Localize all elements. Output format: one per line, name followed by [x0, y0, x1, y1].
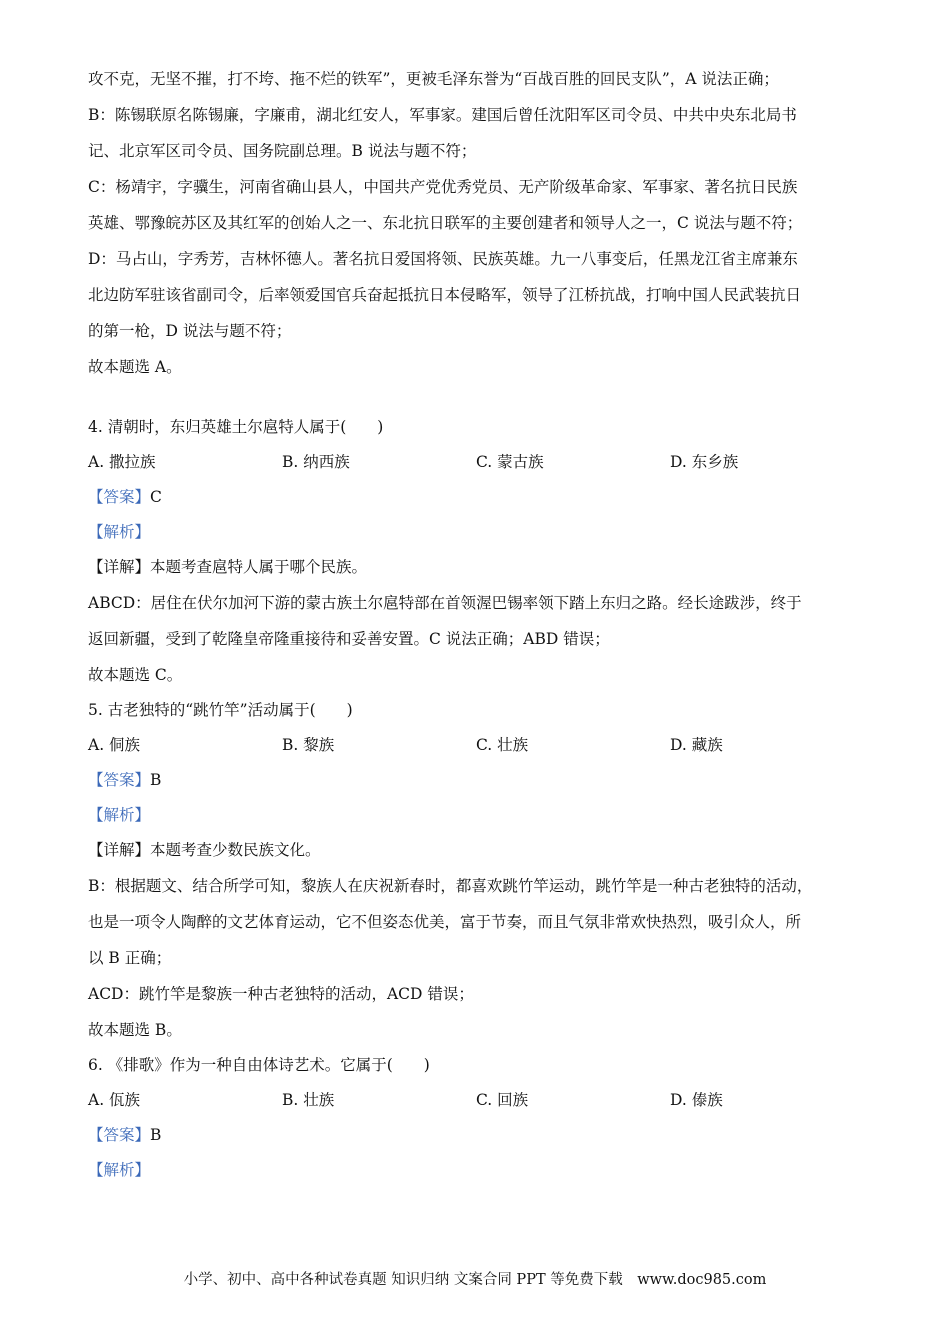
text-line: 故本题选 A。 [88, 358, 182, 376]
question-stem: 6. 《排歌》作为一种自由体诗艺术。它属于( ) [88, 1056, 430, 1074]
detail-line [88, 556, 864, 592]
answer-tag: 【答案】 [88, 771, 151, 789]
text-line: ACD：跳竹竿是黎族一种古老独特的活动，ACD 错误； [88, 985, 474, 1003]
detail-text: 本题考查扈特人属于哪个民族。 [150, 558, 368, 576]
detail-line [88, 839, 864, 875]
option-b: B. 壮族 [282, 1091, 335, 1109]
text-line: C：杨靖宇，字骥生，河南省确山县人，中国共产党优秀党员、无产阶级革命家、军事家、著名抗日民族 [88, 178, 798, 196]
text-line: B：根据题文、结合所学可知，黎族人在庆祝新春时，都喜欢跳竹竿运动，跳竹竿是一种古老独特的活动， [88, 877, 813, 895]
options-row [88, 1089, 864, 1124]
text-line: 以 B 正确； [88, 949, 172, 967]
answer-line [88, 769, 864, 804]
option-d: D. 东乡族 [670, 453, 739, 471]
analysis-line [88, 1159, 864, 1194]
answer-line [88, 486, 864, 521]
text-line: D：马占山，字秀芳，吉林怀德人。著名抗日爱国将领、民族英雄。九一八事变后，任黑龙江省主席兼东 [88, 250, 798, 268]
answer-line [88, 1124, 864, 1159]
detail-tag: 【详解】 [88, 841, 151, 859]
question-4 [88, 416, 864, 699]
prev-question-analysis [88, 68, 864, 392]
text-line: 故本题选 B。 [88, 1021, 182, 1039]
analysis-line [88, 804, 864, 839]
option-b: B. 黎族 [282, 736, 335, 754]
question-6 [88, 1054, 864, 1194]
text-line: 记、北京军区司令员、国务院副总理。B 说法与题不符； [88, 142, 477, 160]
analysis-line [88, 521, 864, 556]
option-d: D. 傣族 [670, 1091, 723, 1109]
page-footer: 小学、初中、高中各种试卷真题 知识归纳 文案合同 PPT 等免费下载 www.doc985.com [183, 1272, 767, 1288]
option-c: C. 蒙古族 [476, 453, 544, 471]
question-5 [88, 699, 864, 1054]
question-stem: 4. 清朝时，东归英雄土尔扈特人属于( ) [88, 418, 384, 436]
analysis-tag: 【解析】 [88, 1161, 151, 1179]
analysis-tag: 【解析】 [88, 806, 151, 824]
text-line: 北边防军驻该省副司令，后率领爱国官兵奋起抵抗日本侵略军，领导了江桥抗战，打响中国人民武装抗日 [88, 286, 802, 304]
text-line: 故本题选 C。 [88, 666, 183, 684]
options-row [88, 734, 864, 769]
option-d: D. 藏族 [670, 736, 723, 754]
option-a: A. 撒拉族 [88, 453, 156, 471]
option-b: B. 纳西族 [282, 453, 350, 471]
text-line: 的第一枪，D 说法与题不符； [88, 322, 292, 340]
section-gap [88, 392, 864, 416]
detail-text: 本题考查少数民族文化。 [150, 841, 321, 859]
text-line: 也是一项令人陶醉的文艺体育运动，它不但姿态优美，富于节奏，而且气氛非常欢快热烈，吸引众人，所 [88, 913, 802, 931]
option-c: C. 回族 [476, 1091, 529, 1109]
answer-value: B [150, 771, 162, 789]
answer-value: B [150, 1126, 162, 1144]
option-a: A. 侗族 [88, 736, 141, 754]
answer-value: C [150, 488, 162, 506]
answer-tag: 【答案】 [88, 488, 151, 506]
text-line: 英雄、鄂豫皖苏区及其红军的创始人之一、东北抗日联军的主要创建者和领导人之一，C 说法与题不符； [88, 214, 803, 232]
text-line: 返回新疆，受到了乾隆皇帝隆重接待和妥善安置。C 说法正确；ABD 错误； [88, 630, 610, 648]
option-c: C. 壮族 [476, 736, 529, 754]
answer-tag: 【答案】 [88, 1126, 151, 1144]
options-row [88, 451, 864, 486]
text-line: 攻不克，无坚不摧，打不垮、拖不烂的铁军”，更被毛泽东誉为“百战百胜的回民支队”，A 说法正确； [88, 70, 779, 88]
text-line: ABCD：居住在伏尔加河下游的蒙古族土尔扈特部在首领渥巴锡率领下踏上东归之路。经长途跋涉，终于 [88, 594, 802, 612]
text-line: B：陈锡联原名陈锡廉，字廉甫，湖北红安人，军事家。建国后曾任沈阳军区司令员、中共中央东北局书 [88, 106, 797, 124]
option-a: A. 佤族 [88, 1091, 141, 1109]
question-stem: 5. 古老独特的“跳竹竿”活动属于( ) [88, 701, 353, 719]
page-content [88, 68, 864, 1194]
analysis-tag: 【解析】 [88, 523, 151, 541]
detail-tag: 【详解】 [88, 558, 151, 576]
